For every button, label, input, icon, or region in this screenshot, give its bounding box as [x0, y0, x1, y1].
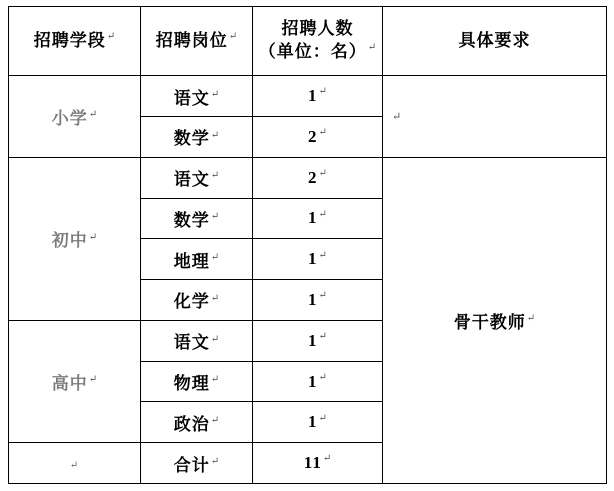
count-value: 1	[308, 289, 318, 309]
paragraph-mark-icon: ↵	[210, 170, 220, 182]
post-label: 语文	[173, 170, 210, 190]
post-cell	[141, 198, 253, 239]
count-value: 1	[308, 249, 318, 269]
paragraph-mark-icon: ↵	[210, 292, 220, 304]
header-cell-post	[141, 7, 253, 76]
stage-cell-senior	[9, 320, 141, 442]
header-post-text: 招聘岗位	[155, 30, 228, 50]
stage-cell-junior	[9, 157, 141, 320]
count-value: 1	[308, 412, 318, 432]
paragraph-mark-icon: ↵	[318, 371, 327, 383]
header-count-line2: （单位：名）	[258, 42, 367, 62]
count-cell	[253, 198, 383, 239]
count-value: 2	[308, 167, 318, 187]
header-requirements-text: 具体要求	[458, 30, 531, 50]
header-count-line1: 招聘人数	[281, 19, 354, 39]
count-cell	[253, 239, 383, 280]
header-cell-count	[253, 7, 383, 76]
count-cell	[253, 361, 383, 402]
count-value: 1	[308, 208, 318, 228]
stage-label: 高中	[51, 374, 88, 394]
post-label: 地理	[173, 251, 210, 271]
post-label: 语文	[173, 333, 210, 353]
post-cell-total-label	[141, 443, 253, 484]
paragraph-mark-icon: ↵	[318, 331, 327, 343]
paragraph-mark-icon: ↵	[367, 42, 377, 54]
recruitment-table	[8, 6, 607, 484]
requirements-text: 骨干教师	[453, 312, 526, 332]
post-label: 物理	[173, 374, 210, 394]
paragraph-mark-icon: ↵	[210, 415, 220, 427]
count-value: 1	[308, 86, 318, 106]
paragraph-mark-icon: ↵	[318, 127, 327, 139]
paragraph-mark-icon: ↵	[210, 211, 220, 223]
post-label: 化学	[173, 292, 210, 312]
paragraph-mark-icon: ↵	[88, 109, 98, 121]
table-row	[9, 76, 607, 117]
post-cell	[141, 280, 253, 321]
paragraph-mark-icon: ↵	[318, 290, 327, 302]
paragraph-mark-icon: ↵	[210, 88, 220, 100]
count-cell	[253, 402, 383, 443]
post-label: 数学	[173, 129, 210, 149]
paragraph-mark-icon: ↵	[106, 30, 116, 42]
post-label: 政治	[173, 414, 210, 434]
count-value: 1	[308, 330, 318, 350]
paragraph-mark-icon: ↵	[88, 374, 98, 386]
count-cell-total	[253, 443, 383, 484]
count-cell	[253, 320, 383, 361]
post-cell	[141, 361, 253, 402]
paragraph-mark-icon: ↵	[318, 249, 327, 261]
stage-label: 初中	[51, 231, 88, 251]
paragraph-mark-icon: ↵	[210, 129, 220, 141]
stage-cell-total	[9, 443, 141, 484]
paragraph-mark-icon: ↵	[210, 252, 220, 264]
stage-label: 小学	[51, 108, 88, 128]
count-cell	[253, 157, 383, 198]
paragraph-mark-icon: ↵	[210, 374, 220, 386]
count-cell	[253, 116, 383, 157]
count-value: 1	[308, 371, 318, 391]
table-header-row	[9, 7, 607, 76]
post-cell	[141, 320, 253, 361]
requirements-cell-primary	[383, 76, 607, 158]
header-count-line2-wrap	[256, 41, 379, 64]
total-value: 11	[303, 453, 322, 473]
paragraph-mark-icon: ↵	[526, 313, 536, 325]
requirements-cell-main	[383, 157, 607, 483]
header-cell-requirements	[383, 7, 607, 76]
post-label: 语文	[173, 88, 210, 108]
paragraph-mark-icon: ↵	[210, 333, 220, 345]
paragraph-mark-icon: ↵	[228, 30, 238, 42]
paragraph-mark-icon: ↵	[318, 167, 327, 179]
paragraph-mark-icon: ↵	[392, 110, 403, 123]
paragraph-mark-icon: ↵	[318, 208, 327, 220]
table-row	[9, 157, 607, 198]
paragraph-mark-icon: ↵	[322, 453, 332, 465]
paragraph-mark-icon: ↵	[88, 231, 98, 243]
paragraph-mark-icon: ↵	[318, 412, 327, 424]
count-cell	[253, 280, 383, 321]
post-cell	[141, 116, 253, 157]
count-cell	[253, 76, 383, 117]
count-value: 2	[308, 126, 318, 146]
paragraph-mark-icon: ↵	[69, 460, 80, 472]
header-stage-text: 招聘学段	[33, 30, 106, 50]
header-cell-stage	[9, 7, 141, 76]
post-cell	[141, 76, 253, 117]
stage-cell-primary	[9, 76, 141, 158]
total-label: 合计	[173, 455, 210, 475]
post-label: 数学	[173, 210, 210, 230]
post-cell	[141, 157, 253, 198]
post-cell	[141, 239, 253, 280]
paragraph-mark-icon: ↵	[318, 86, 327, 98]
post-cell	[141, 402, 253, 443]
paragraph-mark-icon: ↵	[210, 455, 220, 467]
